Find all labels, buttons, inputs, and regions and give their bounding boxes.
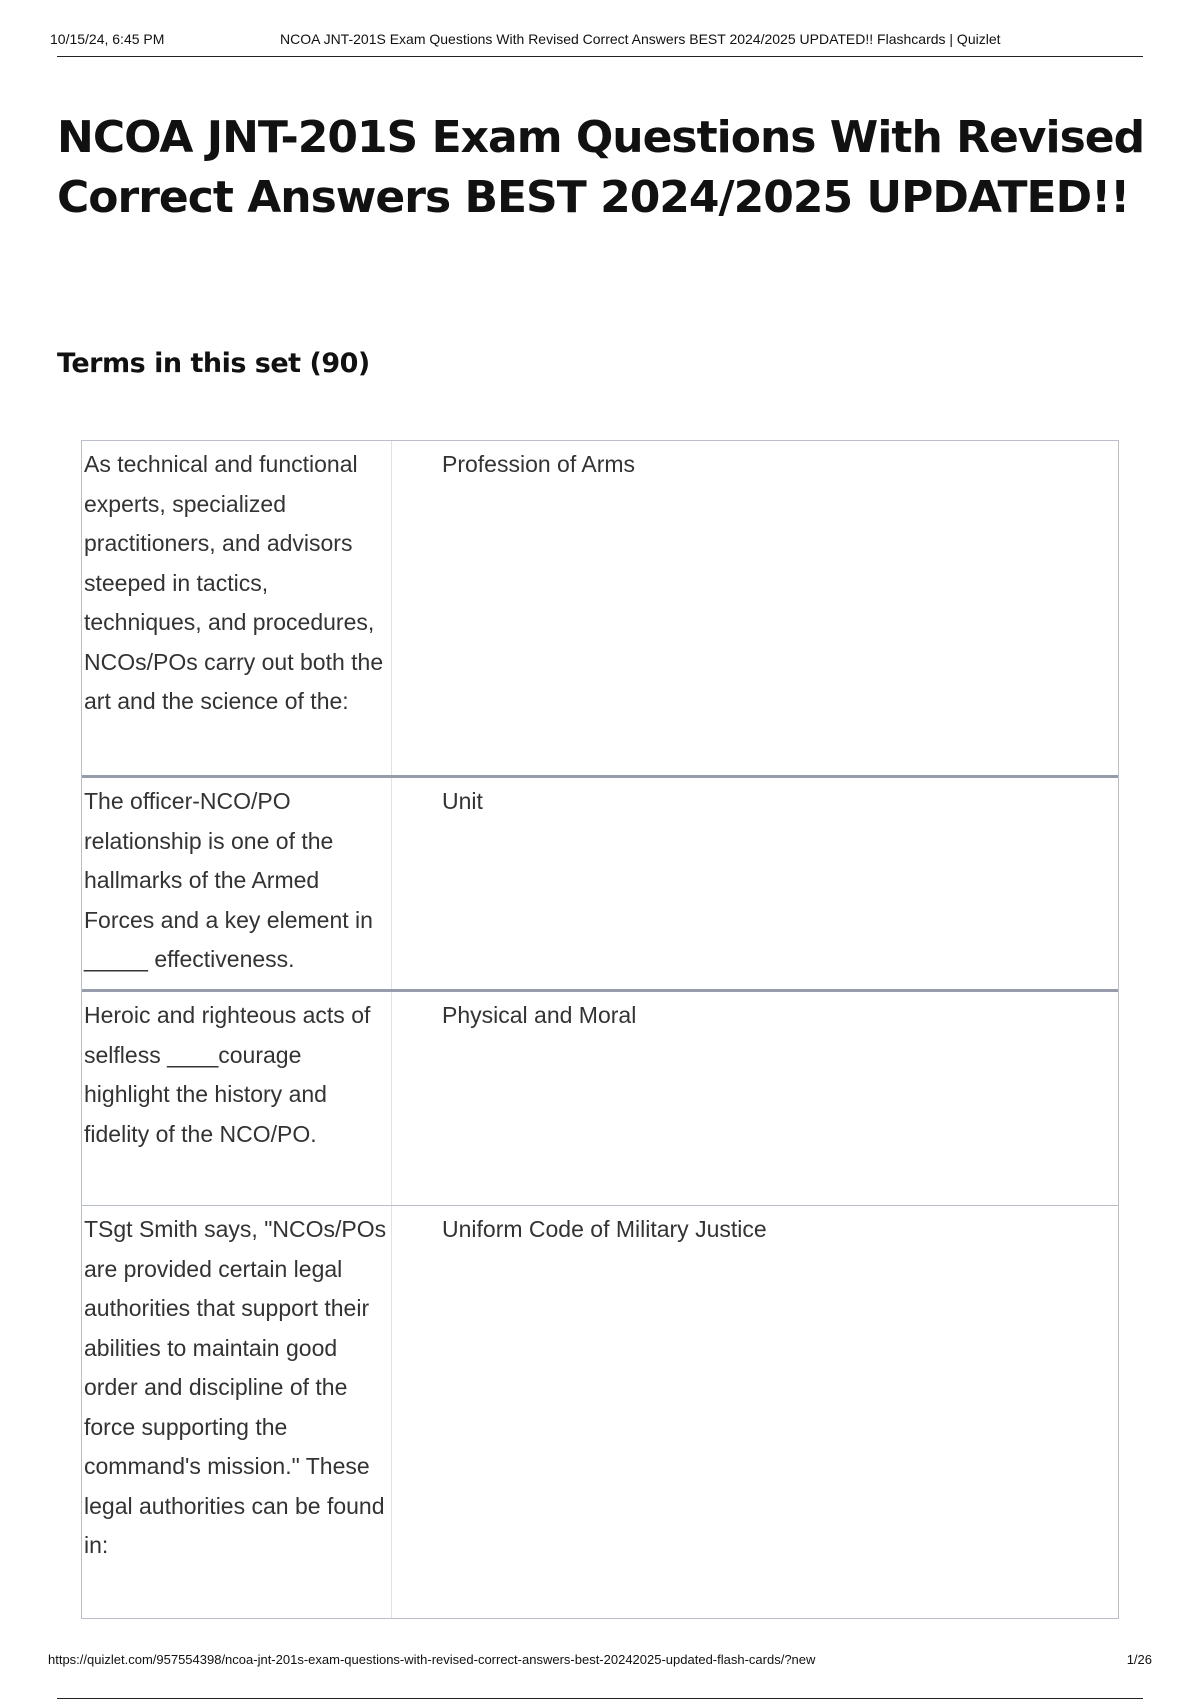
- print-header: [50, 28, 1145, 50]
- terms-heading: Terms in this set (90): [57, 348, 370, 379]
- term-row: [82, 441, 1118, 775]
- term-row: [82, 1205, 1118, 1618]
- term-row: [82, 989, 1118, 1205]
- header-divider: [57, 56, 1143, 57]
- page-url: https://quizlet.com/957554398/ncoa-jnt-201s-exam-questions-with-revised-correct-answers-best-20242025-updated-flash-cards/?new: [48, 1652, 816, 1667]
- terms-table: [81, 440, 1119, 1619]
- definition-text: Profession of Arms: [442, 451, 636, 477]
- print-document-title: NCOA JNT-201S Exam Questions With Revised Correct Answers BEST 2024/2025 UPDATED!! Flashcards | Quizlet: [280, 31, 1001, 47]
- footer-divider: [57, 1698, 1143, 1699]
- definition-text: Physical and Moral: [442, 1002, 637, 1028]
- term-text: The officer-NCO/PO relationship is one of the hallmarks of the Armed Forces and a key element in _____ effectiveness.: [82, 778, 392, 989]
- term-text: As technical and functional experts, specialized practitioners, and advisors steeped in tactics, techniques, and procedures, NCOs/POs carry out both the art and the science of the:: [82, 441, 392, 775]
- page-number: 1/26: [1126, 1652, 1152, 1667]
- term-text: TSgt Smith says, "NCOs/POs are provided certain legal authorities that support their abilities to maintain good order and discipline of the force supporting the command's mission." These legal authorities can be found in:: [82, 1206, 392, 1618]
- term-text: Heroic and righteous acts of selfless ____courage highlight the history and fidelity of the NCO/PO.: [82, 992, 392, 1205]
- definition-text: Uniform Code of Military Justice: [442, 1216, 767, 1242]
- page-title: NCOA JNT-201S Exam Questions With Revised Correct Answers BEST 2024/2025 UPDATED!!: [57, 112, 1145, 223]
- definition-text: Unit: [442, 788, 483, 814]
- print-date: 10/15/24, 6:45 PM: [50, 31, 165, 47]
- term-row: [82, 775, 1118, 989]
